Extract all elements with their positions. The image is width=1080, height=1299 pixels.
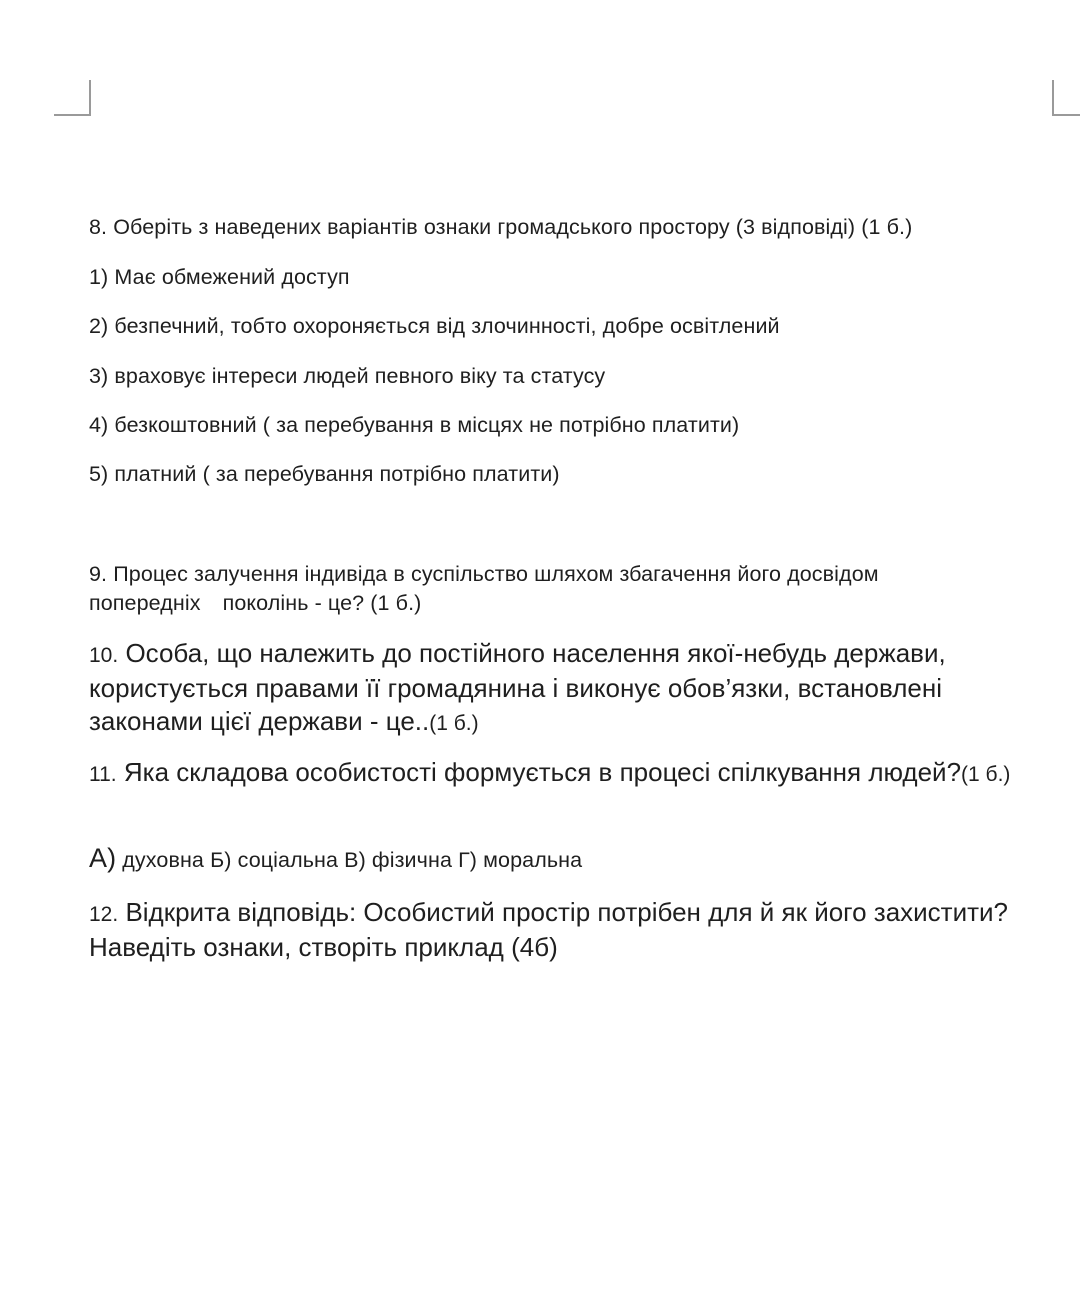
question-10-number: 10. (89, 644, 119, 667)
question-11-points: (1 б.) (961, 763, 1011, 786)
question-10 (89, 637, 1059, 740)
question-8-option-2: 2) безпечний, тобто охороняється від злочинності, добре освітлений (89, 314, 780, 338)
question-12-number: 12. (89, 903, 119, 926)
question-12-text: Відкрита відповідь: Особистий простір потрібен для й як його захистити? Наведіть ознаки, створіть приклад (4б) (89, 897, 1009, 962)
page-corner-mark-top-right (1052, 80, 1080, 116)
question-8-option-5: 5) платний ( за перебування потрібно платити) (89, 462, 560, 486)
question-12 (89, 896, 1059, 964)
question-8-option-3: 3) враховує інтереси людей певного віку та статусу (89, 364, 606, 388)
question-11 (89, 756, 1059, 791)
question-9-line-1: 9. Процес залучення індивіда в суспільство шляхом збагачення його досвідом (89, 562, 879, 586)
question-8-title: 8. Оберіть з наведених варіантів ознаки громадського простору (3 відповіді) (1 б.) (89, 215, 913, 239)
question-9-line-2-start: попередніх (89, 591, 201, 615)
question-10-text: Особа, що належить до постійного населення якої-небудь держави, користується правами її громадянина і виконує обов’язки, встановлені законами цієї держави - це.. (89, 638, 946, 736)
question-9-line-2-end: поколінь - це? (1 б.) (222, 591, 422, 615)
question-8-option-1: 1) Має обмежений доступ (89, 265, 350, 289)
question-11-text: Яка складова особистості формується в процесі спілкування людей? (123, 757, 962, 787)
question-8-option-4: 4) безкоштовний ( за перебування в місцях не потрібно платити) (89, 413, 740, 437)
question-11-answer-letter: А) (89, 843, 117, 873)
question-11-answer-options: духовна Б) соціальна В) фізична Г) моральна (122, 848, 583, 872)
page-corner-mark-top-left (54, 80, 91, 116)
question-11-answers (89, 843, 1059, 875)
question-9-line-2 (89, 588, 1059, 618)
question-10-points: (1 б.) (429, 712, 479, 735)
question-11-number: 11. (89, 763, 117, 786)
